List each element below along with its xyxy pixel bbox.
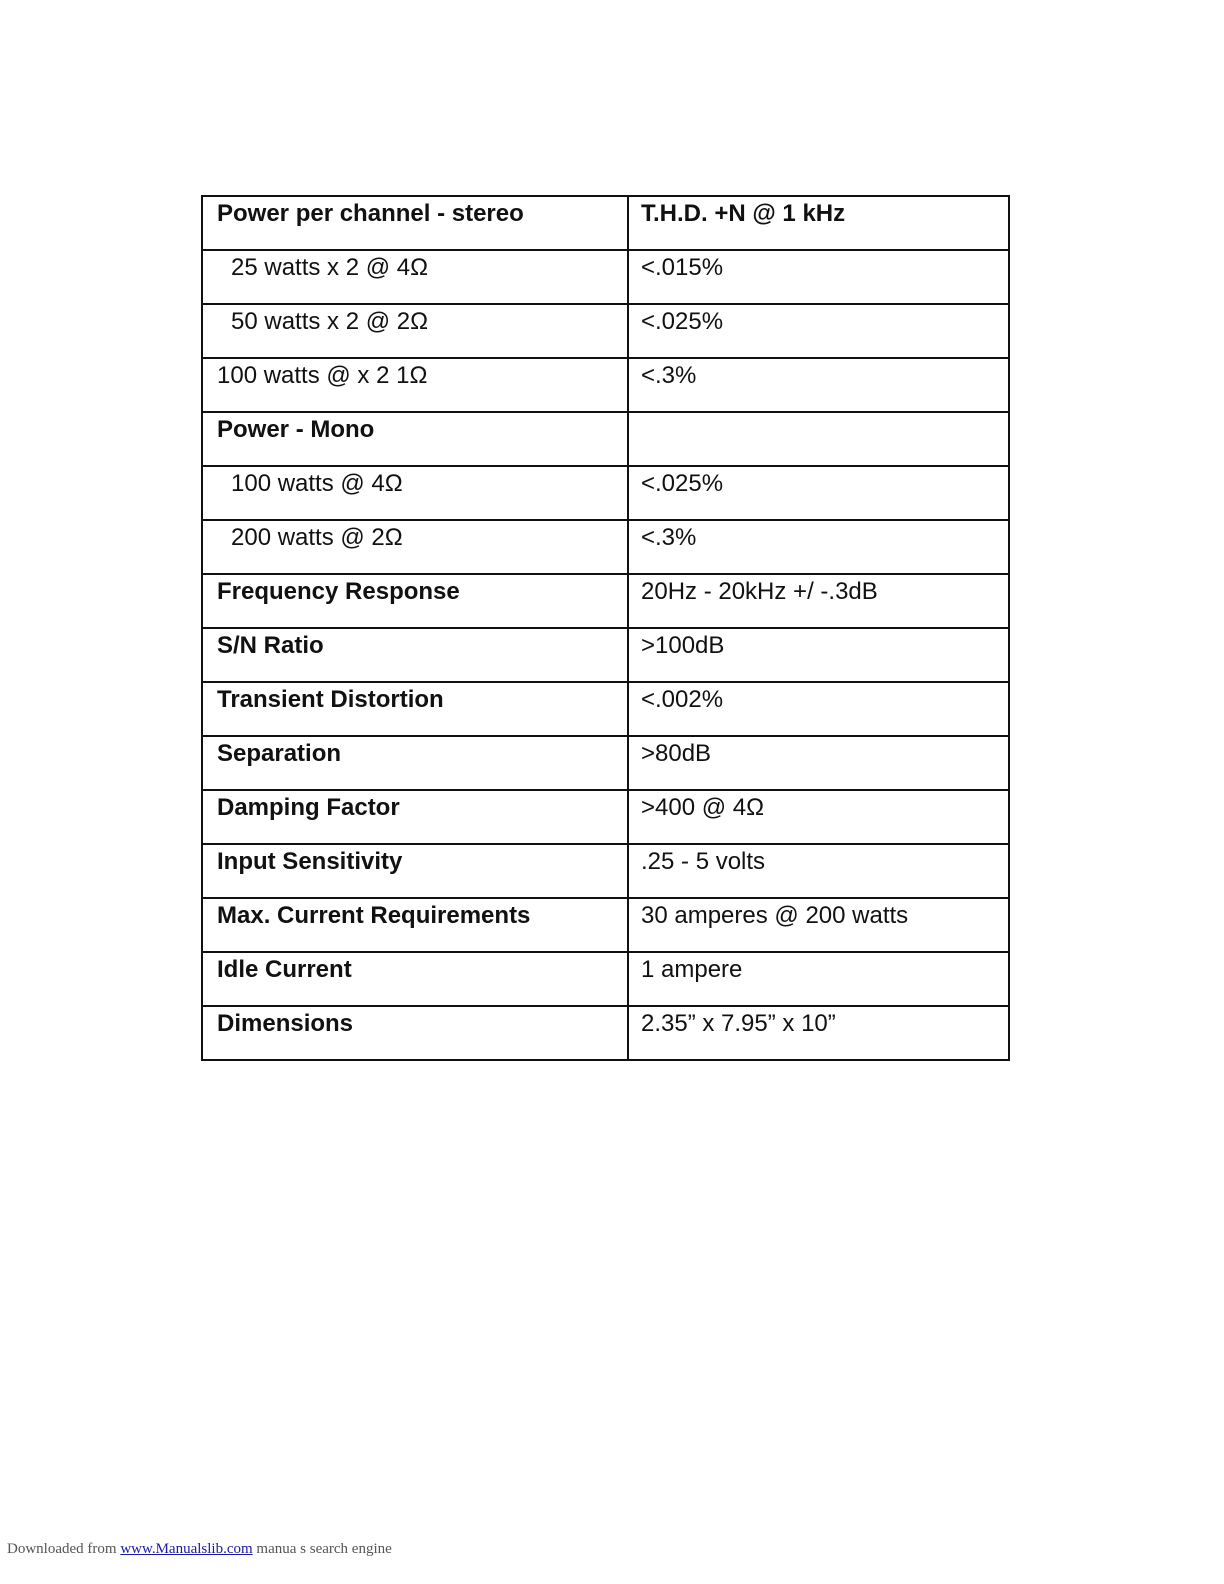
spec-label: Separation [202, 736, 628, 790]
spec-value: 20Hz - 20kHz +/ -.3dB [628, 574, 1009, 628]
spec-row [202, 520, 1009, 574]
spec-row [202, 412, 1009, 466]
spec-value: >100dB [628, 628, 1009, 682]
spec-row [202, 250, 1009, 304]
spec-label: 200 watts @ 2Ω [202, 520, 628, 574]
spec-row [202, 898, 1009, 952]
spec-value: 1 ampere [628, 952, 1009, 1006]
spec-label: 50 watts x 2 @ 2Ω [202, 304, 628, 358]
spec-row [202, 628, 1009, 682]
spec-value: 30 amperes @ 200 watts [628, 898, 1009, 952]
spec-value [628, 412, 1009, 466]
spec-value: <.025% [628, 304, 1009, 358]
spec-label: Damping Factor [202, 790, 628, 844]
spec-value: <.002% [628, 682, 1009, 736]
download-footer [7, 1541, 392, 1558]
spec-value: <.3% [628, 358, 1009, 412]
spec-row [202, 196, 1009, 250]
spec-row [202, 358, 1009, 412]
spec-row [202, 304, 1009, 358]
spec-row [202, 844, 1009, 898]
spec-label: Transient Distortion [202, 682, 628, 736]
spec-label: 100 watts @ 4Ω [202, 466, 628, 520]
spec-label: Power per channel - stereo [202, 196, 628, 250]
spec-label: Idle Current [202, 952, 628, 1006]
footer-prefix: Downloaded from [7, 1541, 121, 1557]
spec-row [202, 952, 1009, 1006]
spec-label: Frequency Response [202, 574, 628, 628]
spec-label: Dimensions [202, 1006, 628, 1060]
spec-row [202, 466, 1009, 520]
spec-value: T.H.D. +N @ 1 kHz [628, 196, 1009, 250]
spec-label: Max. Current Requirements [202, 898, 628, 952]
spec-row [202, 736, 1009, 790]
spec-value: >80dB [628, 736, 1009, 790]
footer-suffix: manua s search engine [252, 1541, 392, 1557]
spec-row [202, 790, 1009, 844]
spec-label: Input Sensitivity [202, 844, 628, 898]
spec-row [202, 682, 1009, 736]
spec-row [202, 574, 1009, 628]
spec-value: 2.35” x 7.95” x 10” [628, 1006, 1009, 1060]
spec-table-body [202, 196, 1009, 1060]
spec-value: <.025% [628, 466, 1009, 520]
spec-label: S/N Ratio [202, 628, 628, 682]
spec-value: <.3% [628, 520, 1009, 574]
spec-table [201, 195, 1010, 1061]
spec-row [202, 1006, 1009, 1060]
spec-value: <.015% [628, 250, 1009, 304]
manualslib-link[interactable]: www.Manualslib.com [120, 1541, 253, 1557]
spec-label: 100 watts @ x 2 1Ω [202, 358, 628, 412]
spec-label: 25 watts x 2 @ 4Ω [202, 250, 628, 304]
spec-label: Power - Mono [202, 412, 628, 466]
spec-value: .25 - 5 volts [628, 844, 1009, 898]
spec-value: >400 @ 4Ω [628, 790, 1009, 844]
